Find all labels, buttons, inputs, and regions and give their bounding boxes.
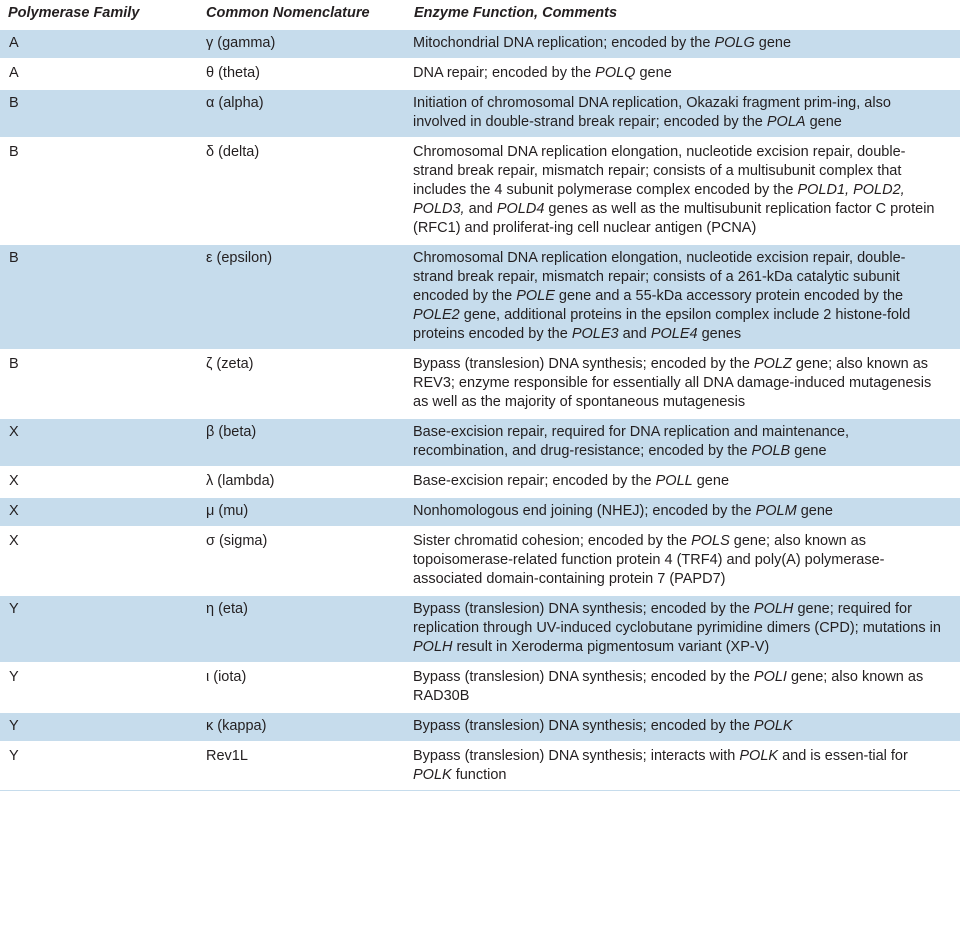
- table-row: [0, 467, 960, 497]
- enzyme-function-cell: [406, 712, 960, 742]
- polymerase-family-cell: B: [0, 244, 198, 350]
- gene-name: POLE: [516, 288, 555, 304]
- table-row: [0, 742, 960, 791]
- function-text: Bypass (translesion) DNA synthesis; encoded by the: [413, 356, 754, 372]
- polymerase-family-cell: X: [0, 527, 198, 595]
- table-row: [0, 350, 960, 418]
- enzyme-function-cell: [406, 595, 960, 663]
- common-nomenclature-cell: μ (mu): [198, 497, 406, 527]
- table-row: [0, 244, 960, 350]
- function-text: genes: [697, 326, 742, 342]
- enzyme-function-cell: [406, 418, 960, 467]
- function-text: gene: [790, 443, 827, 459]
- header-common-nomenclature: Common Nomenclature: [198, 0, 406, 29]
- table-body: [0, 29, 960, 791]
- common-nomenclature-cell: γ (gamma): [198, 29, 406, 59]
- polymerase-family-cell: Y: [0, 663, 198, 712]
- enzyme-function-cell: [406, 89, 960, 138]
- function-text: gene; required for replication through UV-induced cyclobutane pyrimidine dimers (CPD); mutations in: [413, 601, 941, 636]
- gene-name: POLH: [753, 601, 794, 617]
- enzyme-function-cell: [406, 663, 960, 712]
- polymerase-family-cell: Y: [0, 712, 198, 742]
- common-nomenclature-cell: ε (epsilon): [198, 244, 406, 350]
- common-nomenclature-cell: ι (iota): [198, 663, 406, 712]
- gene-name: POLE4: [650, 326, 698, 342]
- function-text: Base-excision repair; encoded by the: [413, 473, 656, 489]
- common-nomenclature-cell: Rev1L: [198, 742, 406, 791]
- gene-name: POLZ: [753, 356, 792, 372]
- table-row: [0, 497, 960, 527]
- gene-name: POLE2: [413, 307, 460, 323]
- table-row: [0, 418, 960, 467]
- function-text: Initiation of chromosomal DNA replication, Okazaki fragment prim-ing, also involved in double-strand break repair; encoded by the: [413, 95, 891, 130]
- common-nomenclature-cell: θ (theta): [198, 59, 406, 89]
- polymerase-family-cell: X: [0, 467, 198, 497]
- enzyme-function-cell: [406, 59, 960, 89]
- polymerase-family-cell: X: [0, 497, 198, 527]
- gene-name: POLS: [691, 533, 730, 549]
- enzyme-function-cell: [406, 497, 960, 527]
- gene-name: POLD1, POLD2, POLD3,: [413, 182, 905, 217]
- enzyme-function-cell: [406, 244, 960, 350]
- table-row: [0, 138, 960, 244]
- table-row: [0, 29, 960, 59]
- function-text: gene: [692, 473, 730, 489]
- gene-name: POLE3: [571, 326, 619, 342]
- function-text: gene; also known as RAD30B: [413, 669, 924, 704]
- header-polymerase-family: Polymerase Family: [0, 0, 198, 29]
- common-nomenclature-cell: ζ (zeta): [198, 350, 406, 418]
- function-text: gene: [796, 503, 833, 519]
- function-text: gene: [635, 65, 672, 81]
- function-text: result in Xeroderma pigmentosum variant (XP-V): [452, 639, 770, 655]
- enzyme-function-cell: [406, 742, 960, 791]
- table-row: [0, 663, 960, 712]
- function-text: Bypass (translesion) DNA synthesis; interacts with: [413, 748, 740, 764]
- enzyme-function-cell: [406, 350, 960, 418]
- table-row: [0, 595, 960, 663]
- gene-name: POLD4: [496, 201, 545, 217]
- function-text: gene: [805, 114, 842, 130]
- header-enzyme-function: Enzyme Function, Comments: [406, 0, 960, 29]
- function-text: gene: [754, 35, 792, 51]
- gene-name: POLL: [655, 473, 693, 489]
- function-text: DNA repair; encoded by the: [413, 65, 596, 81]
- function-text: Sister chromatid cohesion; encoded by the: [413, 533, 692, 549]
- common-nomenclature-cell: α (alpha): [198, 89, 406, 138]
- polymerase-family-cell: A: [0, 29, 198, 59]
- function-text: gene, additional proteins in the epsilon complex include 2 histone-fold proteins encoded by the: [413, 307, 911, 342]
- polymerase-family-cell: Y: [0, 742, 198, 791]
- function-text: Mitochondrial DNA replication; encoded by the: [413, 35, 715, 51]
- gene-name: POLM: [755, 503, 797, 519]
- enzyme-function-cell: [406, 138, 960, 244]
- function-text: genes as well as the multisubunit replication factor C protein (RFC1) and proliferat-ing cell nuclear antigen (PCNA): [413, 201, 935, 236]
- gene-name: POLQ: [595, 65, 636, 81]
- enzyme-function-cell: [406, 527, 960, 595]
- gene-name: POLG: [714, 35, 755, 51]
- table-row: [0, 89, 960, 138]
- function-text: Chromosomal DNA replication elongation, nucleotide excision repair, double-strand break repair, mismatch repair; consists of a 261-kDa catalytic subunit encoded by the: [413, 250, 906, 304]
- function-text: function: [451, 767, 507, 783]
- header-row: [0, 0, 960, 29]
- common-nomenclature-cell: η (eta): [198, 595, 406, 663]
- function-text: Base-excision repair, required for DNA replication and maintenance, recombination, and drug-resistance; encoded by the: [413, 424, 850, 459]
- table-header: [0, 0, 960, 29]
- common-nomenclature-cell: σ (sigma): [198, 527, 406, 595]
- polymerase-family-cell: Y: [0, 595, 198, 663]
- polymerase-family-cell: B: [0, 89, 198, 138]
- polymerase-family-cell: A: [0, 59, 198, 89]
- function-text: and: [618, 326, 651, 342]
- function-text: Bypass (translesion) DNA synthesis; encoded by the: [413, 718, 754, 734]
- gene-name: POLK: [739, 748, 779, 764]
- gene-name: POLH: [413, 639, 453, 655]
- gene-name: POLA: [766, 114, 806, 130]
- function-text: Bypass (translesion) DNA synthesis; encoded by the: [413, 601, 754, 617]
- function-text: gene and a 55-kDa accessory protein encoded by the: [554, 288, 904, 304]
- common-nomenclature-cell: δ (delta): [198, 138, 406, 244]
- common-nomenclature-cell: κ (kappa): [198, 712, 406, 742]
- enzyme-function-cell: [406, 29, 960, 59]
- gene-name: POLB: [751, 443, 791, 459]
- function-text: and: [464, 201, 497, 217]
- gene-name: POLI: [753, 669, 787, 685]
- gene-name: POLK: [753, 718, 793, 734]
- common-nomenclature-cell: λ (lambda): [198, 467, 406, 497]
- function-text: and is essen-tial for: [778, 748, 908, 764]
- table-row: [0, 712, 960, 742]
- polymerase-family-cell: B: [0, 138, 198, 244]
- polymerase-family-cell: X: [0, 418, 198, 467]
- table-row: [0, 527, 960, 595]
- function-text: Chromosomal DNA replication elongation, nucleotide excision repair, double-strand break repair, mismatch repair; consists of a multisubunit complex that includes the 4 subunit polymerase complex encoded by the: [413, 144, 906, 198]
- function-text: Nonhomologous end joining (NHEJ); encoded by the: [413, 503, 756, 519]
- polymerase-family-cell: B: [0, 350, 198, 418]
- function-text: Bypass (translesion) DNA synthesis; encoded by the: [413, 669, 754, 685]
- gene-name: POLK: [413, 767, 452, 783]
- enzyme-function-cell: [406, 467, 960, 497]
- function-text: gene; also known as topoisomerase-related function protein 4 (TRF4) and poly(A) polymerase-associated domain-containing protein 7 (PAPD7): [413, 533, 885, 587]
- table-row: [0, 59, 960, 89]
- function-text: gene; also known as REV3; enzyme responsible for essentially all DNA damage-induced mutagenesis as well as the majority of spontaneous mutagenesis: [413, 356, 932, 410]
- common-nomenclature-cell: β (beta): [198, 418, 406, 467]
